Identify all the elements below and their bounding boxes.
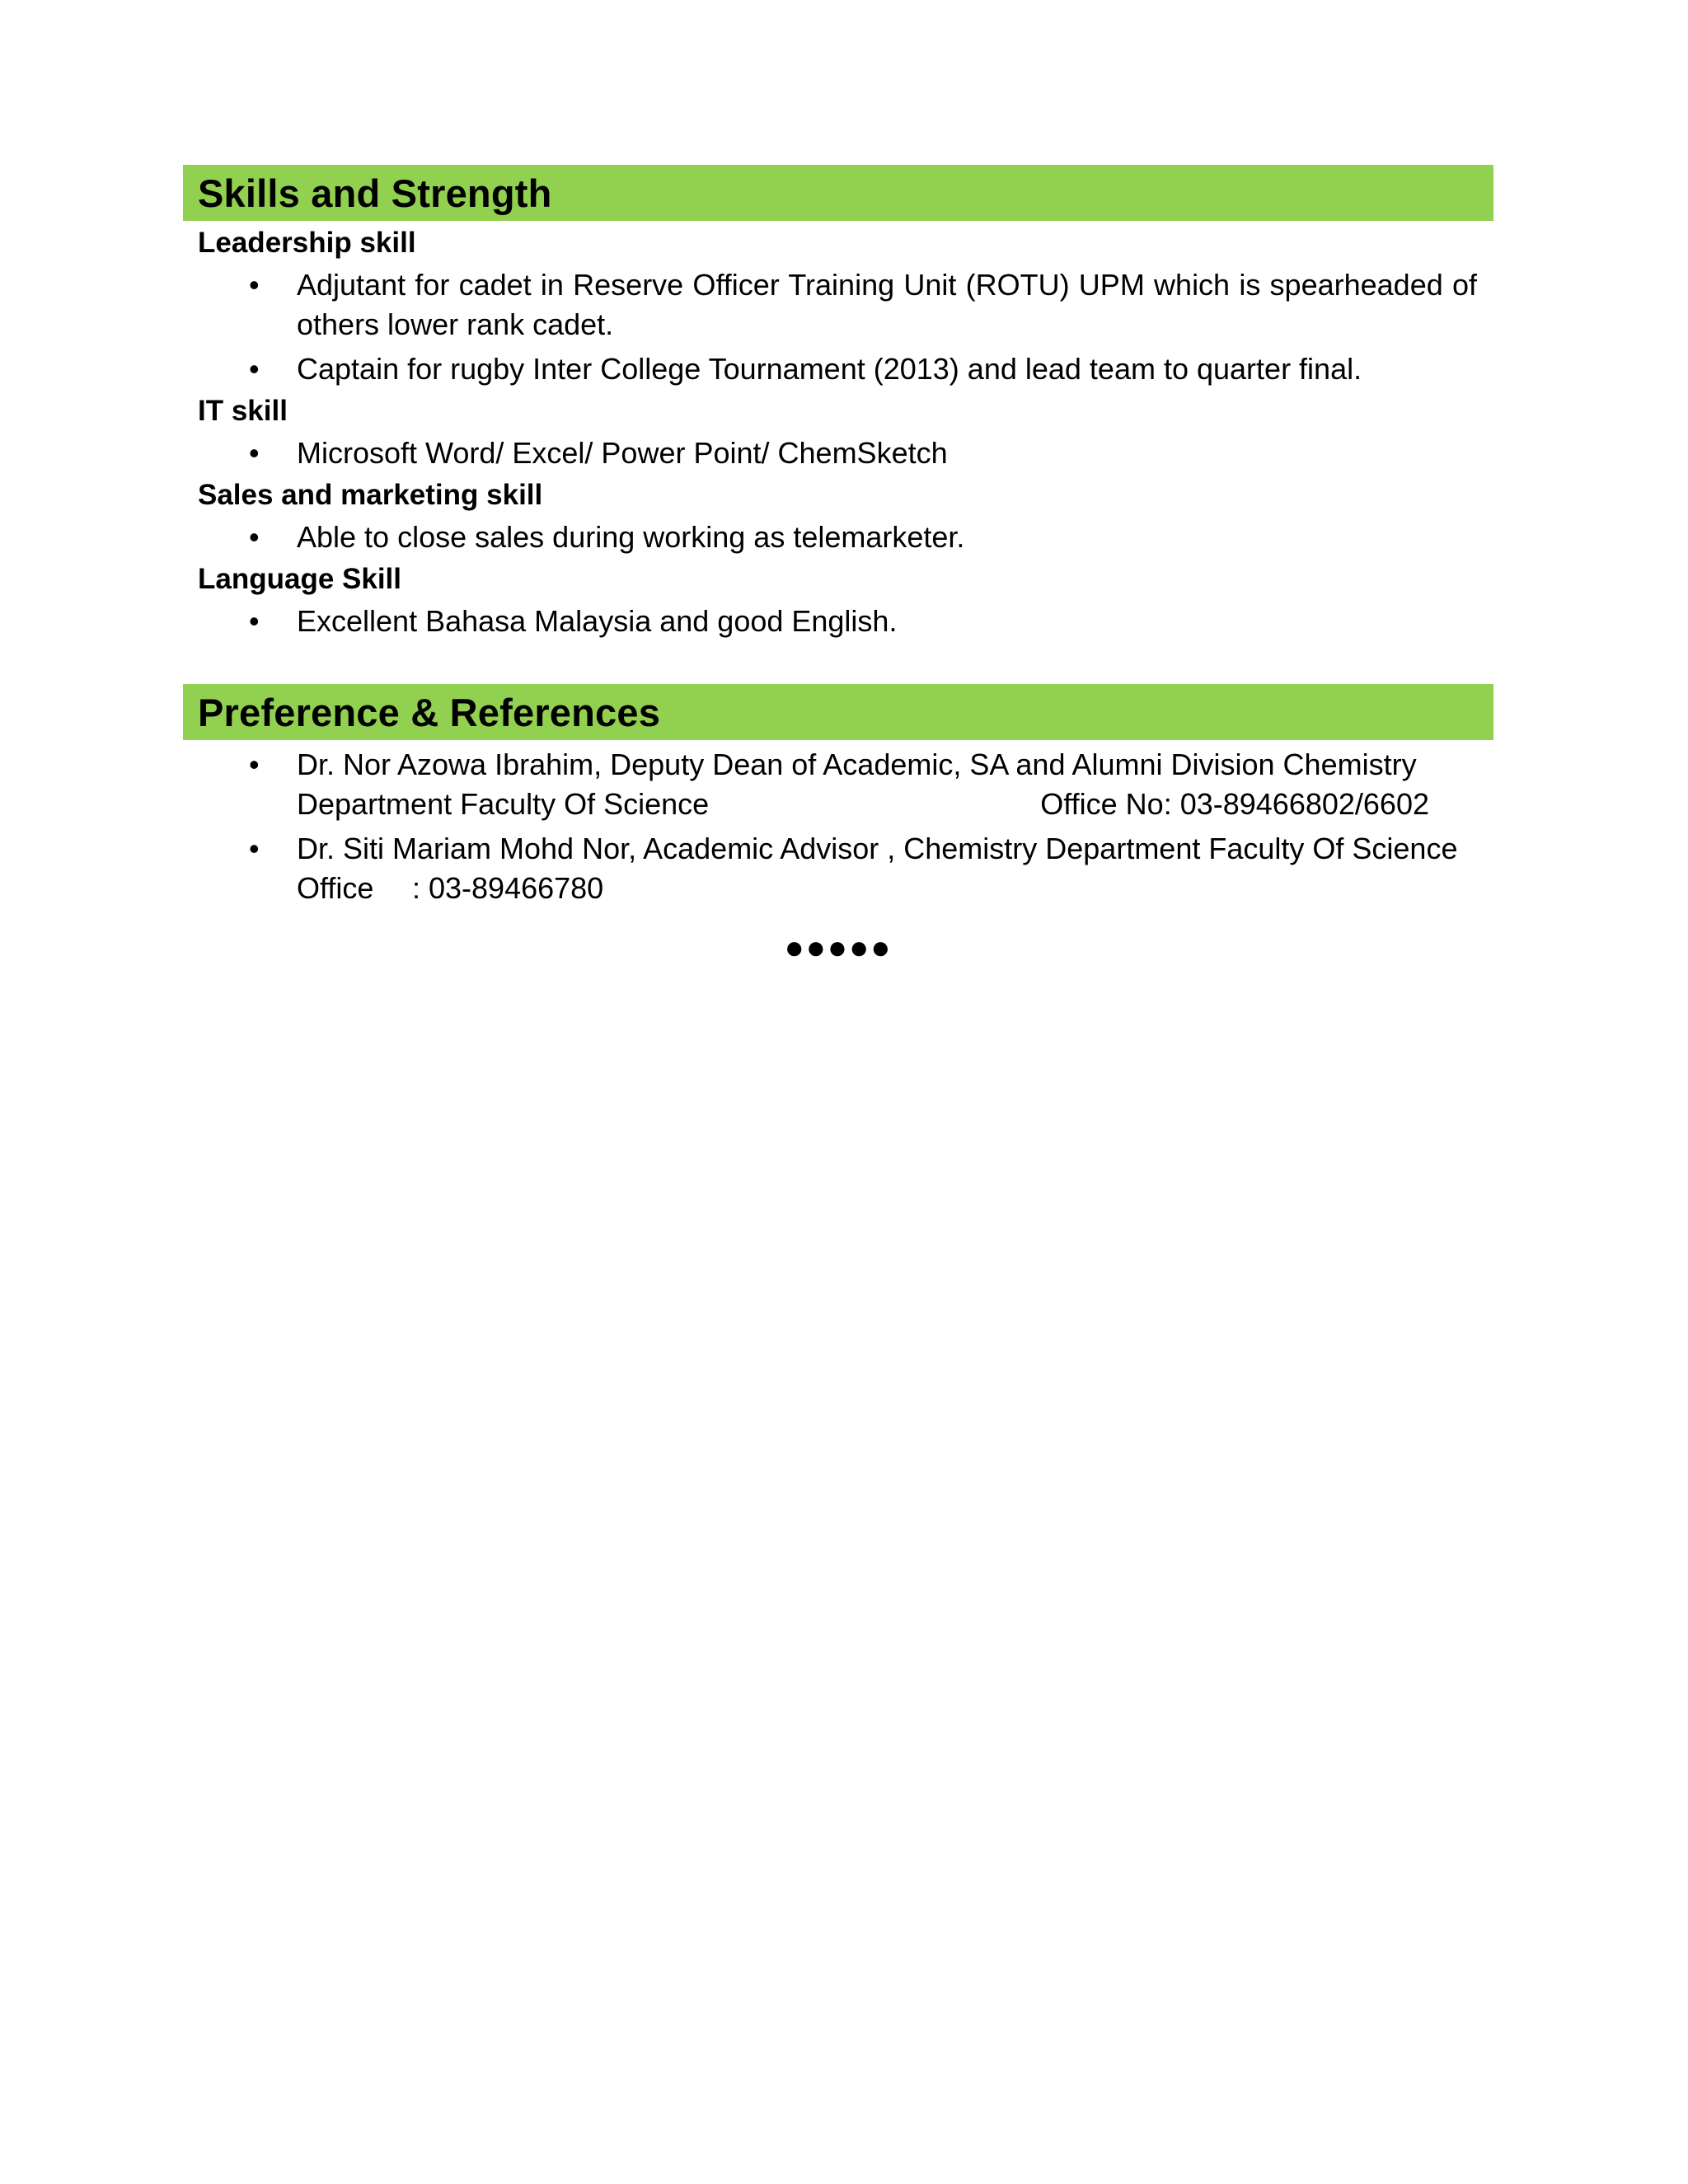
references-list	[183, 745, 1493, 908]
bullet-icon: •	[249, 832, 260, 865]
end-of-document-mark: ●●●●●	[784, 930, 893, 966]
bullet-icon: •	[249, 352, 260, 386]
leadership-skill-list	[183, 265, 1493, 389]
reference-detail-line	[297, 785, 1477, 824]
leadership-skill-heading: Leadership skill	[198, 227, 416, 259]
language-skill-list	[183, 602, 1493, 641]
it-skill-list	[183, 434, 1493, 473]
reference-office-label: Office	[297, 871, 374, 905]
reference-item	[183, 745, 1493, 824]
list-item: • Microsoft Word/ Excel/ Power Point/ ChemSketch	[183, 434, 1493, 473]
reference-detail-line	[297, 869, 1477, 908]
sales-skill-list	[183, 518, 1493, 557]
bullet-icon: •	[249, 748, 260, 781]
reference-name-line: Dr. Siti Mariam Mohd Nor, Academic Advisor , Chemistry Department Faculty Of Science	[297, 832, 1458, 865]
reference-office-value: : 03-89466780	[412, 871, 604, 905]
list-item: • Able to close sales during working as telemarketer.	[183, 518, 1493, 557]
references-section-title: Preference & References	[198, 690, 661, 734]
bullet-icon: •	[249, 436, 260, 470]
list-item: • Adjutant for cadet in Reserve Officer Training Unit (ROTU) UPM which is spearheaded of others lower rank cadet.	[183, 265, 1493, 344]
list-item: • Excellent Bahasa Malaysia and good English.	[183, 602, 1493, 641]
bullet-icon: •	[249, 604, 260, 638]
it-skill-heading: IT skill	[198, 395, 288, 427]
sales-skill-heading: Sales and marketing skill	[198, 479, 543, 511]
skills-section-header	[183, 165, 1493, 221]
bullet-icon: •	[249, 520, 260, 554]
list-item: • Captain for rugby Inter College Tournament (2013) and lead team to quarter final.	[183, 349, 1493, 389]
bullet-icon: •	[249, 268, 260, 302]
reference-office: Office No: 03-89466802/6602	[1040, 787, 1429, 821]
reference-item	[183, 829, 1493, 908]
skills-section-title: Skills and Strength	[198, 171, 552, 215]
language-skill-heading: Language Skill	[198, 563, 401, 595]
resume-page	[183, 165, 1493, 967]
reference-department: Department Faculty Of Science	[297, 787, 710, 821]
reference-name-line: Dr. Nor Azowa Ibrahim, Deputy Dean of Academic, SA and Alumni Division Chemistry	[297, 748, 1417, 781]
references-section-header	[183, 684, 1493, 740]
